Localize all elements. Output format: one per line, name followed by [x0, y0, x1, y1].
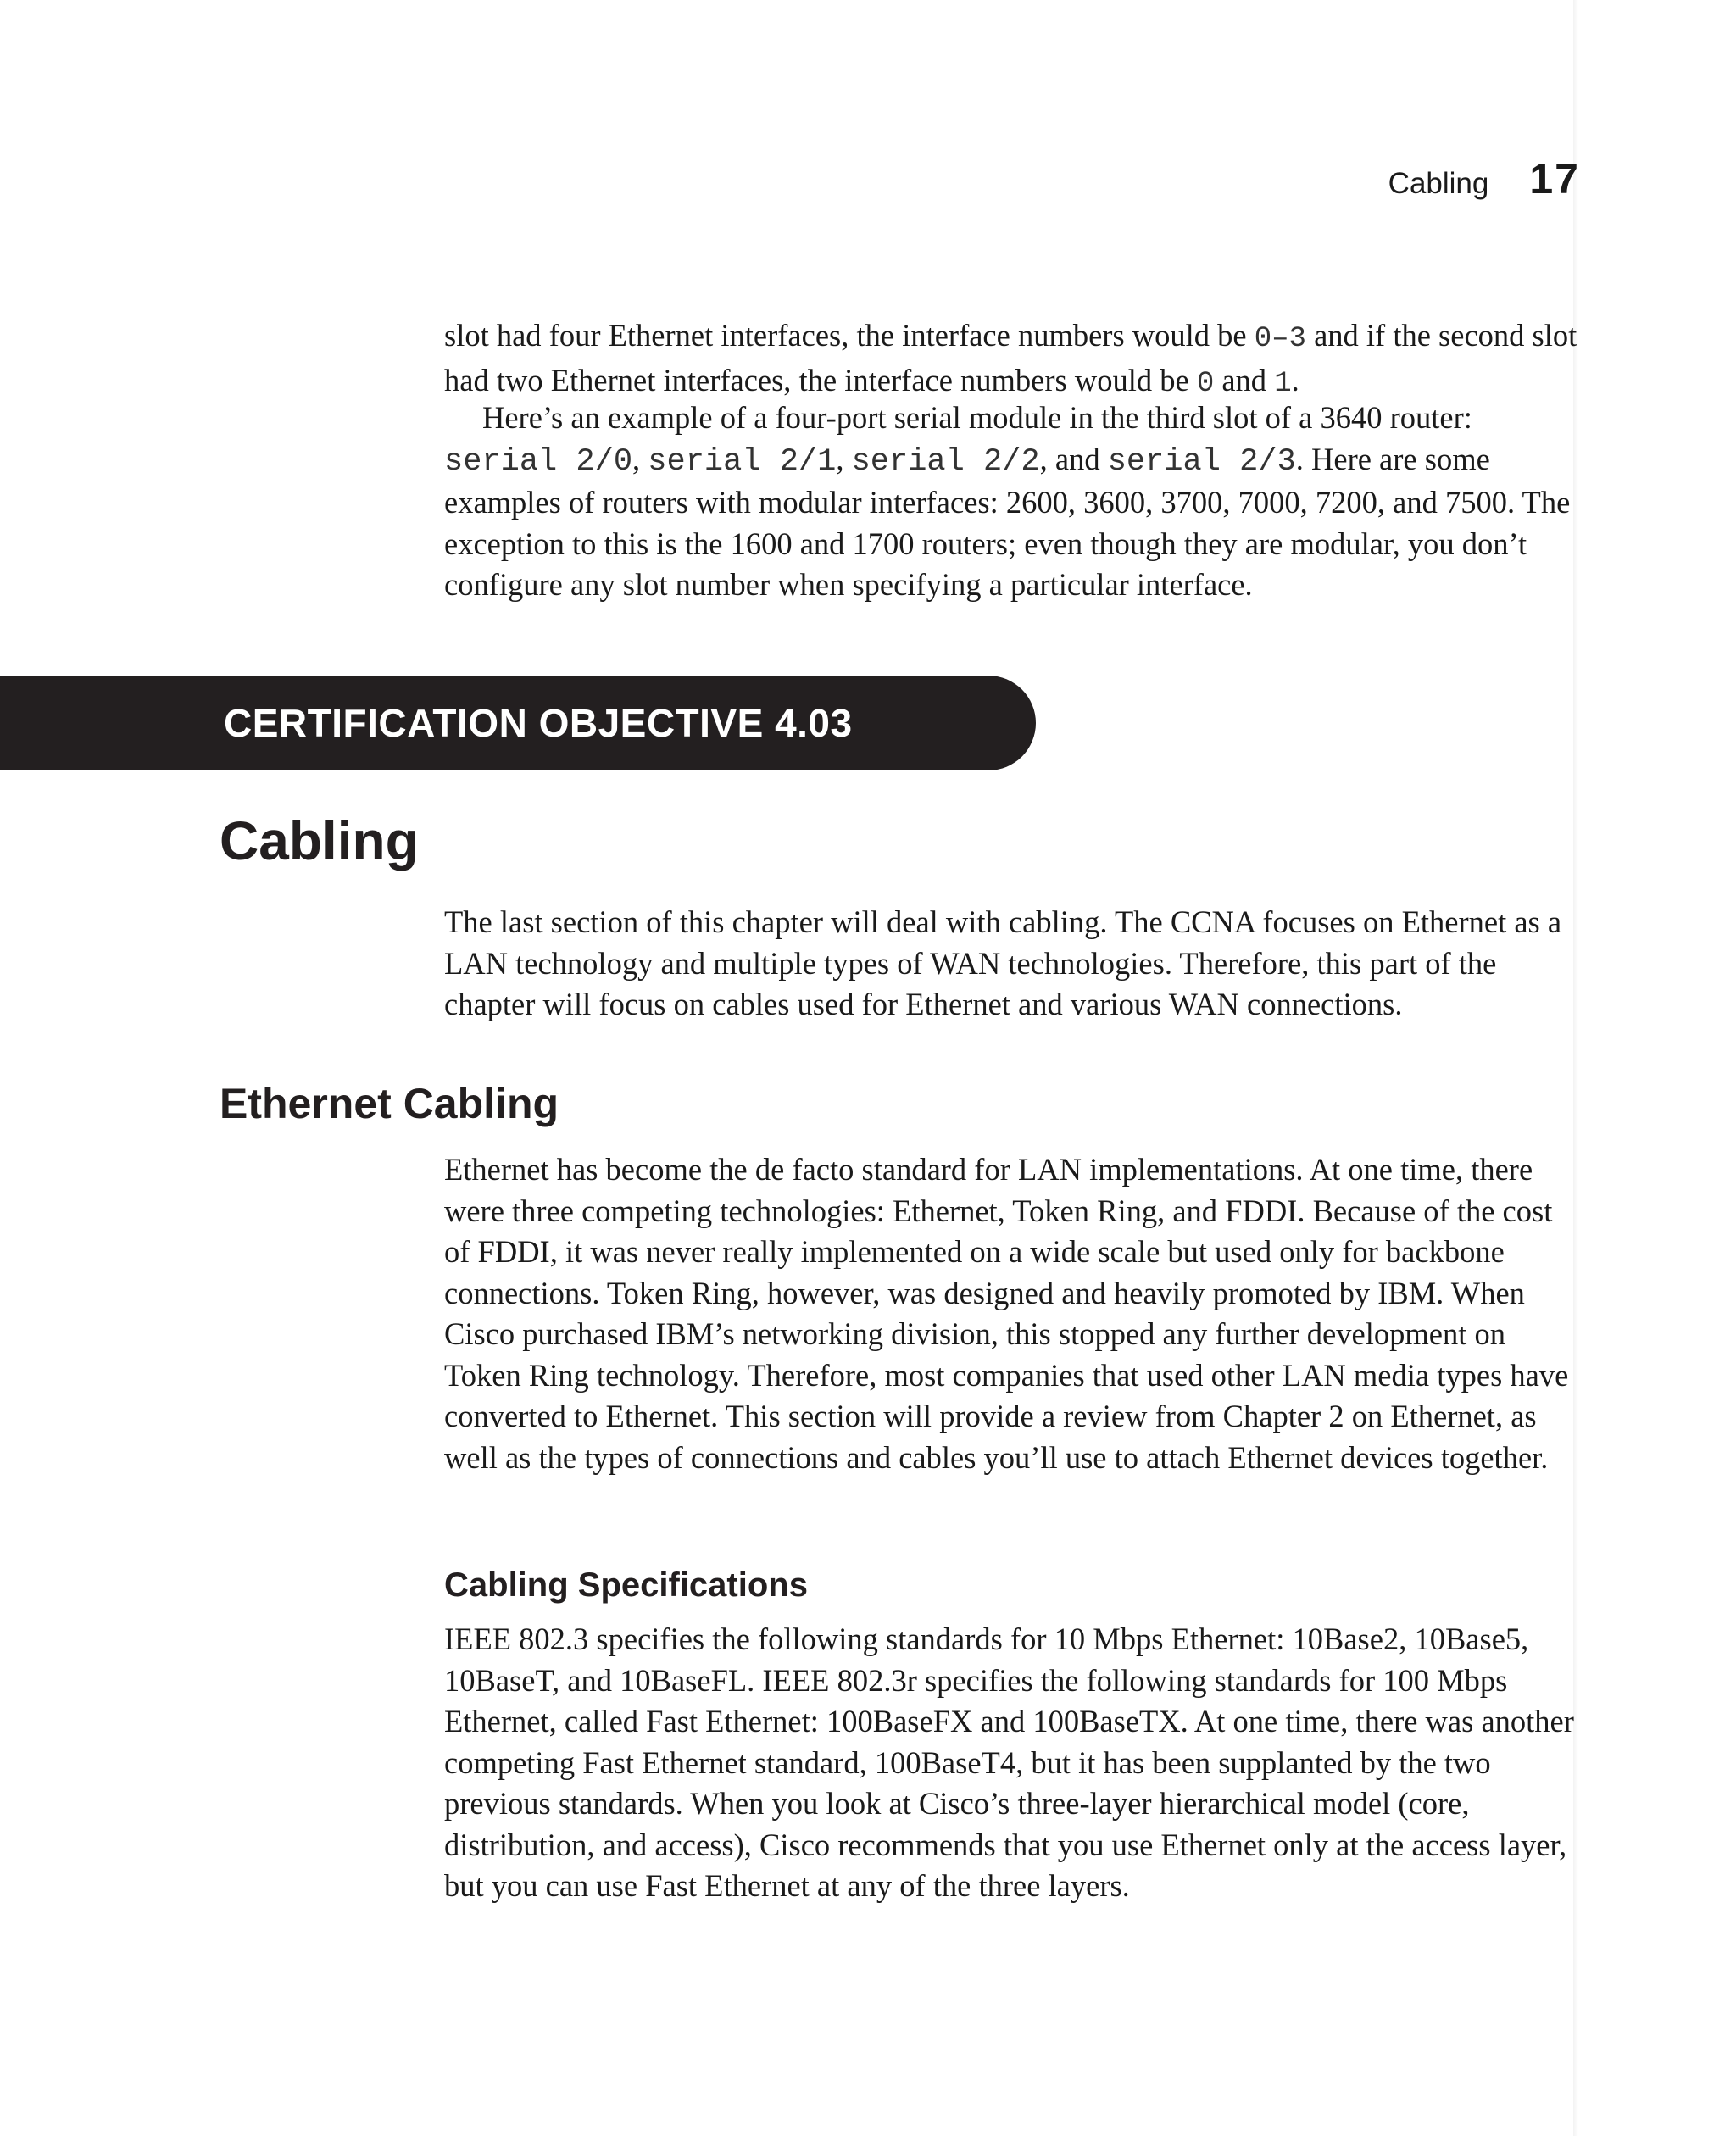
intro-text: .: [1291, 362, 1299, 398]
intro-text: . Here are some examples of routers with modular interfaces: 2600, 3600, 3700, 7000, 7200, and 7500. The exception to this is the 1600 and 1700 routers; even though they are modular, you don’t configure any slot number when specifying a particular interface.: [444, 441, 1571, 602]
subsection-title-cabling-specifications: Cabling Specifications: [444, 1566, 808, 1604]
code-serial-2-2: serial 2/2: [851, 443, 1040, 480]
subsection-title-ethernet-cabling: Ethernet Cabling: [220, 1080, 559, 1127]
running-header: [1388, 154, 1580, 203]
section-title: Cabling: [220, 810, 419, 871]
intro-text: and: [1214, 362, 1275, 398]
specifications-paragraph: IEEE 802.3 specifies the following standards for 10 Mbps Ethernet: 10Base2, 10Base5, 10BaseT, and 10BaseFL. IEEE 802.3r specifies the following standards for 100 Mbps Ethernet, called Fast Ethernet: 100BaseFX and 100BaseTX. At one time, there was another competing Fast Ethernet standard, 100BaseT4, but it has been supplanted by the two previous standards. When you look at Cisco’s three-layer hierarchical model (core, distribution, and access), Cisco recommends that you use Ethernet only at the access layer, but you can use Fast Ethernet at any of the three layers.: [444, 1621, 1574, 1903]
code-serial-2-3: serial 2/3: [1107, 443, 1296, 480]
running-title: Cabling: [1388, 167, 1489, 200]
intro-text: Here’s an example of a four-port serial module in the third slot of a 3640 router:: [482, 400, 1472, 435]
code-interface-0: 0: [1196, 367, 1215, 400]
code-interface-range: 0–3: [1254, 323, 1306, 355]
code-interface-1: 1: [1274, 367, 1292, 400]
intro-text: ,: [632, 441, 648, 476]
intro-text: ,: [836, 441, 852, 476]
certification-objective-label: CERTIFICATION OBJECTIVE 4.03: [224, 701, 853, 745]
intro-paragraph-1: [444, 315, 1580, 404]
intro-text: , and: [1039, 441, 1108, 476]
section-paragraph: The last section of this chapter will deal with cabling. The CCNA focuses on Ethernet as a LAN technology and multiple types of WAN technologies. Therefore, this part of the chapter will focus on cables used for Ethernet and various WAN connections.: [444, 904, 1562, 1021]
intro-text: slot had four Ethernet interfaces, the interface numbers would be: [444, 318, 1255, 353]
page-number: 17: [1529, 155, 1580, 203]
intro-text: and if the second slot had two Ethernet interfaces, the interface numbers would be: [444, 318, 1577, 398]
ethernet-paragraph: Ethernet has become the de facto standard for LAN implementations. At one time, there were three competing technologies: Ethernet, Token Ring, and FDDI. Because of the cost of FDDI, it was never really implemented on a wide scale but used only for backbone connections. Token Ring, however, was designed and heavily promoted by IBM. When Cisco purchased IBM’s networking division, this stopped any further development on Token Ring technology. Therefore, most companies that used other LAN media types have converted to Ethernet. This section will provide a review from Chapter 2 on Ethernet, as well as the types of connections and cables you’ll use to attach Ethernet devices together.: [444, 1152, 1569, 1475]
intro-paragraph-2: [444, 398, 1580, 606]
certification-objective-banner: [0, 676, 1036, 770]
code-serial-2-1: serial 2/1: [648, 443, 837, 480]
code-serial-2-0: serial 2/0: [444, 443, 633, 480]
